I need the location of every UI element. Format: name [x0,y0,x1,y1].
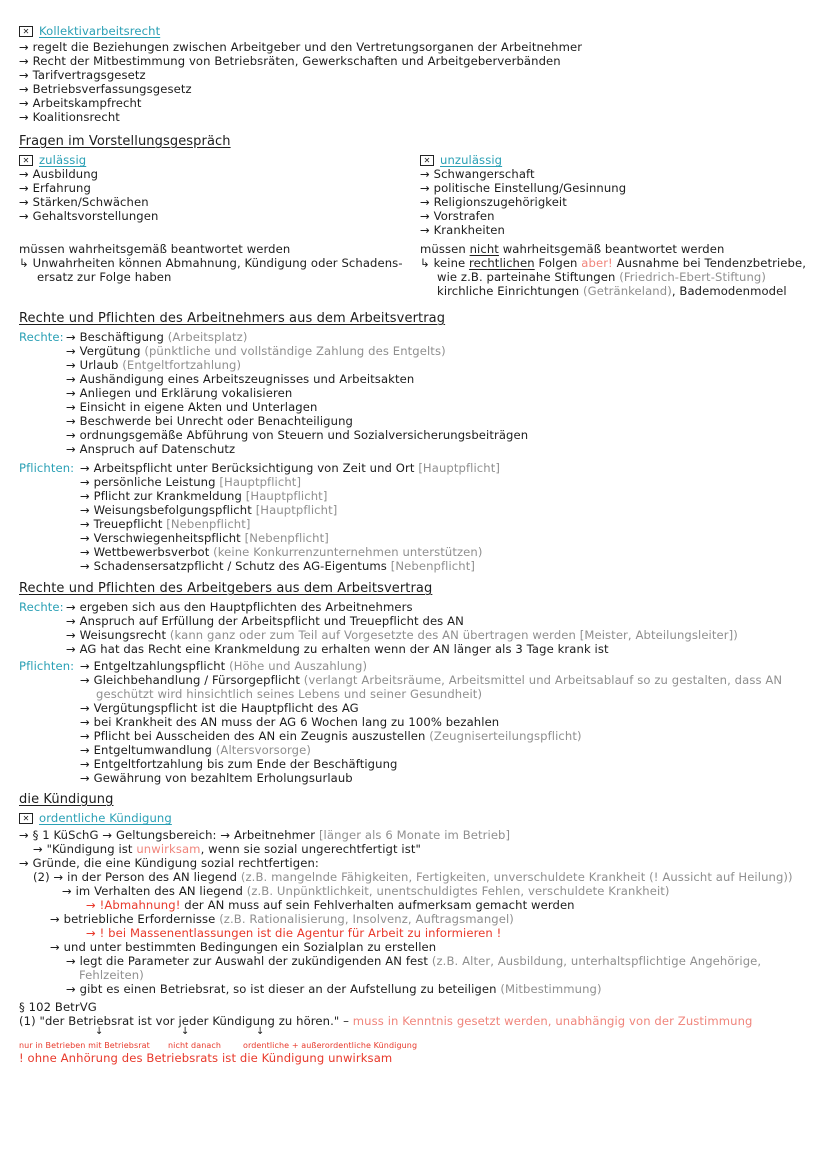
text-line: → legt die Parameter zur Auswahl der zukündigenden AN fest (z.B. Alter, Ausbildung, unterhaltspflichtige Angehörige, [66,954,762,968]
list-item: → Arbeitspflicht unter Berücksichtigung von Zeit und Ort [Hauptpflicht] [80,461,500,475]
list-item: → Betriebsverfassungsgesetz [19,82,192,96]
checkbox-x-icon: ✕ [19,26,33,37]
warning-line: ! ohne Anhörung des Betriebsrats ist die Kündigung unwirksam [19,1051,393,1065]
right-arrow-icon: → [66,628,80,642]
down-arrow-icon: ↓ [181,1026,190,1037]
right-arrow-icon: → [66,414,80,428]
right-arrow-icon: → [80,489,94,503]
right-arrow-icon: → [66,428,80,442]
list-item: → politische Einstellung/Gesinnung [420,181,627,195]
subheading-zulaessig: ✕ zulässig [19,153,86,167]
annotation: nur in Betrieben mit Betriebsrat [19,1041,150,1050]
list-item: → Anspruch auf Erfüllung der Arbeitspflicht und Treuepflicht des AN [66,614,464,628]
list-item: → Koalitionsrecht [19,110,120,124]
note: müssen wahrheitsgemäß beantwortet werden [19,242,291,256]
list-item: → Pflicht zur Krankmeldung [Hauptpflicht] [80,489,328,503]
list-item: → Weisungsbefolgungspflicht [Hauptpflicht] [80,503,338,517]
section-heading-arbeitgeber: Rechte und Pflichten des Arbeitgebers aus dem Arbeitsvertrag [19,581,433,596]
right-arrow-icon: → [80,743,94,757]
text-line: → "Kündigung ist unwirksam, wenn sie sozial ungerechtfertigt ist" [33,842,421,856]
section-heading-arbeitnehmer: Rechte und Pflichten des Arbeitnehmers aus dem Arbeitsvertrag [19,311,446,326]
list-item: → Schwangerschaft [420,167,535,181]
list-item: → Entgeltfortzahlung bis zum Ende der Beschäftigung [80,757,398,771]
right-arrow-icon: → [66,642,80,656]
right-arrow-icon: → [33,842,47,856]
right-arrow-icon: → [80,701,94,715]
right-arrow-icon: → [80,531,94,545]
right-arrow-icon: → [420,181,434,195]
list-item: → Anspruch auf Datenschutz [66,442,236,456]
list-item: → Krankheiten [420,223,505,237]
right-arrow-icon: → [19,856,33,870]
text-line: → § 1 KüSchG → Geltungsbereich: → Arbeitnehmer [länger als 6 Monate im Betrieb] [19,828,511,842]
list-item: → Entgeltumwandlung (Altersvorsorge) [80,743,311,757]
right-arrow-icon: → [66,600,80,614]
list-item-continuation: geschützt wird hinsichtlich seines Lebens und seiner Gesundheit) [96,687,483,701]
right-arrow-icon: → [80,517,94,531]
right-arrow-icon: → [80,659,94,673]
right-arrow-icon: → [66,614,80,628]
right-arrow-icon: → [19,828,33,842]
right-arrow-icon: → [19,195,33,209]
label-rechte: Rechte: [19,600,64,614]
right-arrow-icon: → [80,545,94,559]
list-item: → Vorstrafen [420,209,495,223]
list-item: → Vergütungspflicht ist die Hauptpflicht des AG [80,701,359,715]
right-arrow-icon: → [66,400,80,414]
right-arrow-icon: → [19,110,33,124]
list-item: → Anliegen und Erklärung vokalisieren [66,386,293,400]
text-line: → betriebliche Erfordernisse (z.B. Rationalisierung, Insolvenz, Auftragsmangel) [50,912,514,926]
list-item: → Tarifvertragsgesetz [19,68,146,82]
right-arrow-icon: → [19,82,33,96]
down-arrow-icon: ↓ [95,1026,104,1037]
list-item: → ergeben sich aus den Hauptpflichten des Arbeitnehmers [66,600,413,614]
text-line: Fehlzeiten) [79,968,144,982]
text-line: (1) "der Betriebsrat ist vor jeder Kündigung zu hören." – muss in Kenntnis gesetzt werden, unabhängig von der Zustimmung [19,1014,753,1028]
right-arrow-icon: → [420,195,434,209]
list-item: → Beschwerde bei Unrecht oder Benachteiligung [66,414,353,428]
list-item: → Beschäftigung (Arbeitsplatz) [66,330,248,344]
annotation: nicht danach [168,1041,222,1050]
label-pflichten: Pflichten: [19,659,75,673]
list-item: → Weisungsrecht (kann ganz oder zum Teil auf Vorgesetzte des AN übertragen werden [Meister, Abteilungsleiter]) [66,628,738,642]
right-arrow-icon: → [80,771,94,785]
subheading-unzulaessig: ✕ unzulässig [420,153,502,167]
list-item: → persönliche Leistung [Hauptpflicht] [80,475,302,489]
section-heading-kuendigung: die Kündigung [19,792,114,807]
right-arrow-icon: → [66,344,80,358]
right-arrow-icon: → [19,167,33,181]
list-item: → Urlaub (Entgeltfortzahlung) [66,358,242,372]
subheading-ordentliche-kuendigung: ✕ ordentliche Kündigung [19,811,172,825]
section-heading-kollektivarbeitsrecht: ✕ Kollektivarbeitsrecht [19,24,160,38]
note: kirchliche Einrichtungen (Getränkeland), Bademodenmodel [437,284,787,298]
right-arrow-icon: → [66,372,80,386]
list-item: → Arbeitskampfrecht [19,96,142,110]
checkbox-x-icon: ✕ [19,813,33,824]
right-arrow-icon: → [66,442,80,456]
list-item: → ordnungsgemäße Abführung von Steuern und Sozialversicherungsbeiträgen [66,428,529,442]
right-arrow-icon: → [420,209,434,223]
list-item: → Stärken/Schwächen [19,195,149,209]
right-arrow-icon: → [19,54,33,68]
list-item: → Ausbildung [19,167,99,181]
list-item: → Gewährung von bezahltem Erholungsurlaub [80,771,353,785]
note: wie z.B. parteinahe Stiftungen (Friedrich-Ebert-Stiftung) [437,270,767,284]
checkbox-x-icon: ✕ [19,155,33,166]
list-item: → Aushändigung eines Arbeitszeugnisses und Arbeitsakten [66,372,415,386]
checkbox-x-icon: ✕ [420,155,434,166]
annotation: ordentliche + außerordentliche Kündigung [243,1041,418,1050]
list-item: → Gehaltsvorstellungen [19,209,159,223]
right-arrow-icon: → [80,559,94,573]
right-arrow-icon: → [50,912,64,926]
right-arrow-icon: → [62,884,76,898]
list-item: → Religionszugehörigkeit [420,195,567,209]
text-line: (2) → in der Person des AN liegend (z.B. mangelnde Fähigkeiten, Fertigkeiten, unverschuldete Krankheit (! Aussicht auf Heilung)) [33,870,793,884]
right-arrow-icon: → [66,982,80,996]
right-arrow-icon: → [80,503,94,517]
right-arrow-icon: → [19,68,33,82]
right-arrow-icon: → [80,475,94,489]
right-arrow-icon: → [66,954,80,968]
hook-arrow-icon: ↳ [19,256,33,270]
text-line: → und unter bestimmten Bedingungen ein Sozialplan zu erstellen [50,940,437,954]
warning-line: → ! bei Massenentlassungen ist die Agentur für Arbeit zu informieren ! [86,926,502,940]
text-line: → im Verhalten des AN liegend (z.B. Unpünktlichkeit, unentschuldigtes Fehlen, verschuldete Krankheit) [62,884,670,898]
label-rechte: Rechte: [19,330,64,344]
text-line: → Gründe, die eine Kündigung sozial rechtfertigen: [19,856,319,870]
section-heading-fragen: Fragen im Vorstellungsgespräch [19,134,231,149]
note: müssen nicht wahrheitsgemäß beantwortet werden [420,242,725,256]
list-item: → Erfahrung [19,181,91,195]
list-item: → Treuepflicht [Nebenpflicht] [80,517,251,531]
right-arrow-icon: → [66,386,80,400]
note: ↳ Unwahrheiten können Abmahnung, Kündigung oder Schadens- [19,256,403,270]
right-arrow-icon: → [80,673,94,687]
right-arrow-icon: → [80,729,94,743]
right-arrow-icon: → [420,223,434,237]
right-arrow-icon: → [19,96,33,110]
right-arrow-icon: → [80,757,94,771]
list-item: → Verschwiegenheitspflicht [Nebenpflicht] [80,531,329,545]
right-arrow-icon: → [86,898,100,912]
right-arrow-icon: → [80,715,94,729]
note: ↳ keine rechtlichen Folgen aber! Ausnahme bei Tendenzbetriebe, [420,256,806,270]
label-pflichten: Pflichten: [19,461,75,475]
right-arrow-icon: → [80,461,94,475]
list-item: → Einsicht in eigene Akten und Unterlagen [66,400,318,414]
list-item: → Wettbewerbsverbot (keine Konkurrenzunternehmen unterstützen) [80,545,483,559]
text-line: → gibt es einen Betriebsrat, so ist dieser an der Aufstellung zu beteiligen (Mitbestimmung) [66,982,602,996]
list-item: → bei Krankheit des AN muss der AG 6 Wochen lang zu 100% bezahlen [80,715,500,729]
down-arrow-icon: ↓ [256,1026,265,1037]
right-arrow-icon: → [66,358,80,372]
list-item: → Gleichbehandlung / Fürsorgepflicht (verlangt Arbeitsräume, Arbeitsmittel und Arbeitsablauf so zu gestalten, dass AN [80,673,783,687]
list-item: → AG hat das Recht eine Krankmeldung zu erhalten wenn der AN länger als 3 Tage krank ist [66,642,609,656]
list-item: → Recht der Mitbestimmung von Betriebsräten, Gewerkschaften und Arbeitgeberverbänden [19,54,561,68]
text-line: → !Abmahnung! der AN muss auf sein Fehlverhalten aufmerksam gemacht werden [86,898,575,912]
right-arrow-icon: → [66,330,80,344]
list-item: → Entgeltzahlungspflicht (Höhe und Auszahlung) [80,659,368,673]
list-item: → Schadensersatzpflicht / Schutz des AG-Eigentums [Nebenpflicht] [80,559,475,573]
right-arrow-icon: → [420,167,434,181]
right-arrow-icon: → [86,926,100,940]
right-arrow-icon: → [19,40,33,54]
list-item: → Vergütung (pünktliche und vollständige Zahlung des Entgelts) [66,344,446,358]
note: ersatz zur Folge haben [37,270,172,284]
list-item: → Pflicht bei Ausscheiden des AN ein Zeugnis auszustellen (Zeugniserteilungspflicht) [80,729,582,743]
text-line: § 102 BetrVG [19,1000,97,1014]
list-item: → regelt die Beziehungen zwischen Arbeitgeber und den Vertretungsorganen der Arbeitnehmer [19,40,583,54]
right-arrow-icon: → [50,940,64,954]
hook-arrow-icon: ↳ [420,256,434,270]
right-arrow-icon: → [19,209,33,223]
right-arrow-icon: → [19,181,33,195]
